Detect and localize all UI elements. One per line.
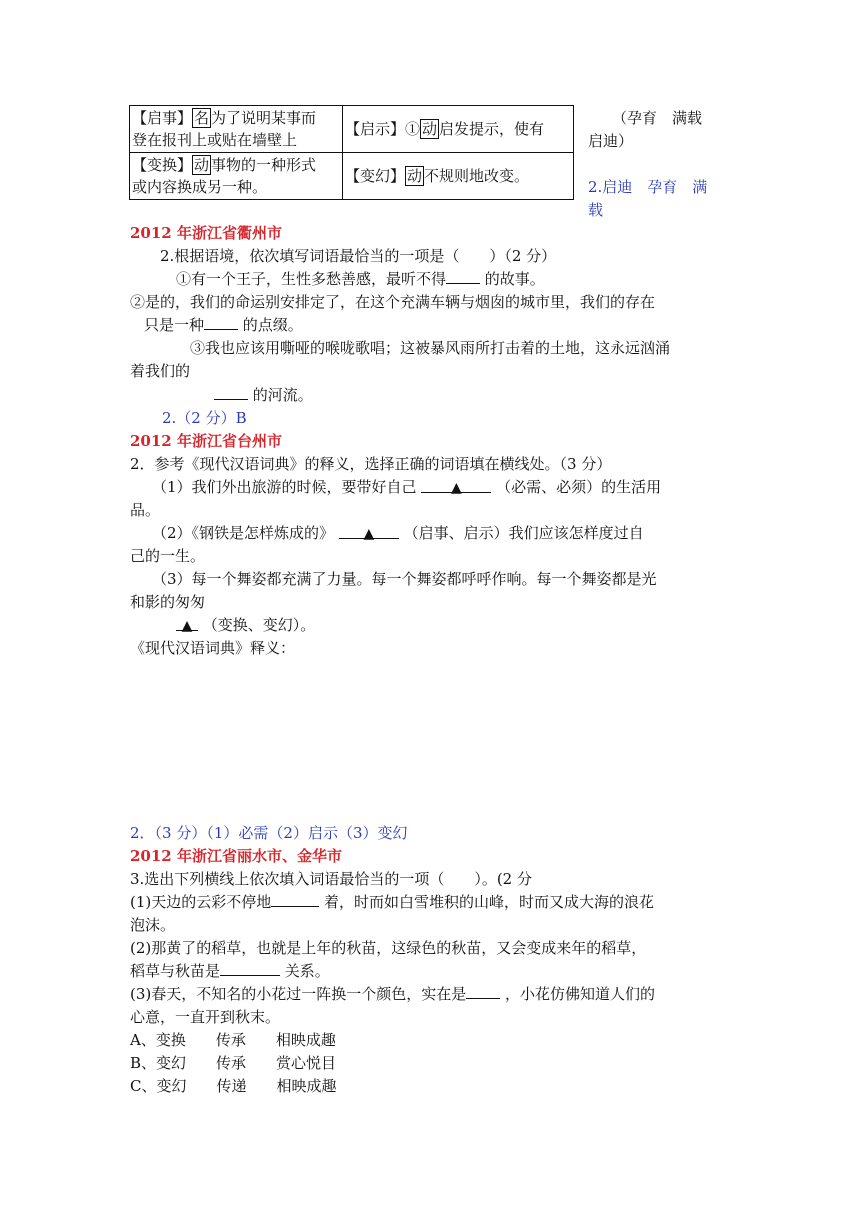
def-cell-bianhuan-fantasy: 【变幻】 动 不规则地改变。	[343, 153, 574, 200]
side-options-line2: 启迪）	[588, 132, 634, 150]
definition-table	[129, 105, 574, 200]
taizhou-sentence-2c: 己的一生。	[130, 547, 206, 565]
pos-box: 动	[422, 120, 438, 138]
section-heading-taizhou: 2012 年浙江省台州市	[130, 432, 282, 450]
def-cell-qishi-enlighten: 【启示】① 动 启发提示，使有	[343, 106, 574, 153]
quzhou-sentence-1: ①有一个王子，生性多愁善感，最听不得 的故事。	[176, 270, 545, 288]
side-answer-line1: 2.启迪 孕育 满	[588, 178, 708, 196]
taizhou-sentence-1c: 品。	[130, 501, 161, 519]
triangle-icon: ▲	[363, 526, 375, 542]
taizhou-question: 2．参考《现代汉语词典》的释义，选择正确的词语填在横线处。（3 分）	[130, 455, 612, 473]
quzhou-sentence-3b: 着我们的	[130, 362, 191, 380]
answer-blank	[446, 269, 480, 284]
taizhou-sentence-2: （2）《钢铁是怎样炼成的》 ▲ （启事、启示）我们应该怎样度过自	[152, 524, 644, 542]
option-b: B、变幻 传承 赏心悦目	[130, 1054, 337, 1072]
taizhou-sentence-3b: 和影的匆匆	[130, 593, 206, 611]
answer-blank	[466, 984, 500, 999]
dict-definition-label: 《现代汉语词典》释义：	[130, 639, 296, 657]
lishui-sentence-2a: (2)那黄了的稻草，也就是上年的秋苗，这绿色的秋苗，又会变成来年的稻草，	[130, 939, 647, 957]
quzhou-sentence-3c: 的河流。	[214, 385, 313, 405]
taizhou-sentence-1: （1）我们外出旅游的时候，要带好自己 ▲ （必需、必须）的生活用	[152, 478, 662, 496]
quzhou-sentence-2b: 只是一种 的点缀。	[144, 316, 303, 334]
lishui-sentence-1c: 泡沫。	[130, 916, 176, 934]
quzhou-sentence-2a: ②是的，我们的命运别安排定了，在这个充满车辆与烟囱的城市里，我们的存在	[130, 293, 656, 311]
section-heading-quzhou: 2012 年浙江省衢州市	[130, 224, 282, 242]
answer-blank	[271, 892, 319, 907]
side-options-line1: （孕育 满载	[612, 109, 703, 127]
quzhou-answer: 2.（2 分）B	[162, 409, 247, 427]
answer-blank	[176, 616, 198, 634]
lishui-sentence-3: (3)春天，不知名的小花过一阵换一个颜色，实在是 ，小花仿佛知道人们的	[130, 985, 656, 1003]
lishui-sentence-1: (1)天边的云彩不停地 着，时而如白雪堆积的山峰，时而又成大海的浪花	[130, 893, 655, 911]
option-c: C、变幻 传递 相映成趣	[130, 1077, 337, 1095]
answer-blank	[204, 315, 238, 330]
pos-box: 名	[194, 109, 210, 127]
quzhou-question: 2.根据语境，依次填写词语最恰当的一项是（ ）（2 分）	[160, 247, 557, 265]
quzhou-sentence-3a: ③我也应该用嘶哑的喉咙歌唱；这被暴风雨所打击着的土地，这永远汹涌	[190, 339, 671, 357]
def-cell-qishi-notice: 【启事】 名 为了说明某事而 登在报刊上或贴在墙壁上	[130, 106, 343, 153]
taizhou-sentence-3c: ▲ （变换、变幻）。	[176, 615, 315, 635]
pos-box: 动	[407, 167, 423, 185]
answer-blank	[220, 961, 280, 976]
option-a: A、变换 传承 相映成趣	[130, 1031, 336, 1049]
side-answer-line2: 载	[588, 201, 604, 219]
answer-blank	[214, 385, 248, 400]
taizhou-answer: 2．（3 分）（1）必需（2）启示（3）变幻	[130, 824, 408, 842]
answer-blank	[421, 478, 491, 496]
lishui-question: 3.选出下列横线上依次填入词语最恰当的一项（ ）。(2 分	[130, 870, 532, 888]
answer-blank	[339, 524, 399, 542]
lishui-sentence-2b: 稻草与秋苗是 关系。	[130, 962, 330, 980]
section-heading-lishui: 2012 年浙江省丽水市、金华市	[130, 847, 342, 865]
pos-box: 动	[194, 156, 210, 174]
triangle-icon: ▲	[181, 618, 193, 634]
def-cell-bianhuan: 【变换】 动 事物的一种形式 或内容换成另一种。	[130, 153, 343, 200]
triangle-icon: ▲	[450, 480, 462, 496]
taizhou-sentence-3a: （3）每一个舞姿都充满了力量。每一个舞姿都呼呼作响。每一个舞姿都是光	[152, 570, 657, 588]
lishui-sentence-3c: 心意，一直开到秋末。	[130, 1008, 281, 1026]
